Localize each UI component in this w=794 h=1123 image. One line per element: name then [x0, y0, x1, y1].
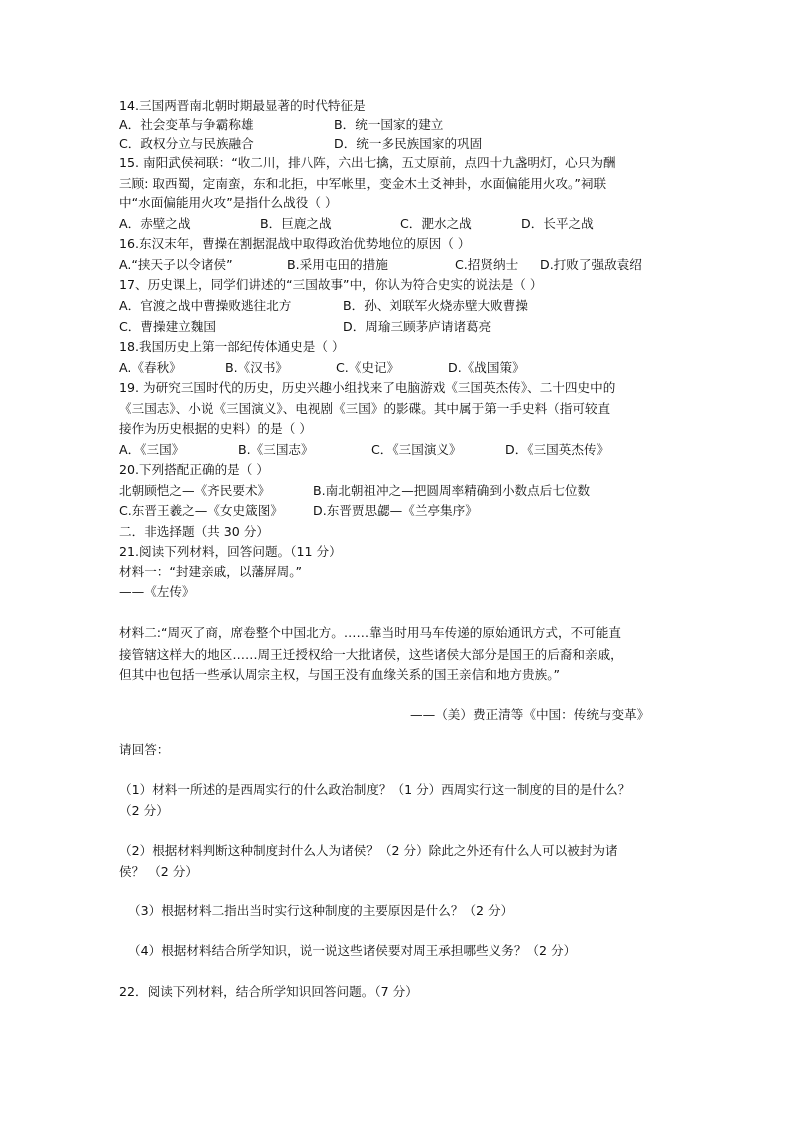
q17-option-b: B．孙、刘联军火烧赤壁大败曹操: [343, 298, 528, 313]
q16-option-a: A.“挟天子以令诸侯”: [119, 257, 233, 272]
q20-option-b: B.南北朝祖冲之—把圆周率精确到小数点后七位数: [313, 483, 591, 498]
q14-option-b: B．统一国家的建立: [334, 117, 444, 132]
q15-line-3: 中“水面偏能用火攻”是指什么战役（ ）: [119, 195, 338, 210]
q21-material-2-line-1: 材料二:“周灭了商，席卷整个中国北方。……靠当时用马车传递的原始通讯方式，不可能直: [119, 625, 621, 640]
q21-sub1-line-1: （1）材料一所述的是西周实行的什么政治制度？（1 分）西周实行这一制度的目的是什么？: [119, 782, 631, 797]
q21-please-answer: 请回答：: [119, 742, 170, 757]
q20-option-d: D.东晋贾思勰—《兰亭集序》: [313, 503, 478, 518]
q16-option-d: D.打败了强敌袁绍: [540, 257, 642, 272]
q14-option-d: D．统一多民族国家的巩固: [334, 136, 483, 151]
q15-option-b: B．巨鹿之战: [260, 216, 332, 231]
q21-sub3: （3）根据材料二指出当时实行这种制度的主要原因是什么？（2 分）: [128, 903, 514, 918]
q16-stem: 16.东汉末年，曹操在割据混战中取得政治优势地位的原因（ ）: [119, 236, 471, 251]
q19-option-c: C．《三国演义》: [371, 442, 462, 457]
q15-option-d: D．长平之战: [521, 216, 594, 231]
q21-material-2-source: ——（美）费正清等《中国：传统与变革》: [410, 707, 650, 722]
q21-material-2-line-2: 接管辖这样大的地区……周王迁授权给一大批诸侯，这些诸侯大部分是国王的后裔和亲戚，: [119, 647, 623, 662]
q19-line-3: 接作为历史根据的史料）的是（ ）: [119, 421, 312, 436]
q16-option-b: B.采用屯田的措施: [287, 257, 388, 272]
q18-option-d: D.《战国策》: [448, 360, 525, 375]
q20-stem: 20.下列搭配正确的是（ ）: [119, 462, 269, 477]
section-heading: 二．非选择题（共 30 分）: [119, 524, 269, 539]
q15-line-1: 15. 南阳武侯祠联：“收二川，排八阵，六出七擒，五丈原前，点四十九盏明灯，心只为酬: [119, 155, 616, 170]
q19-option-d: D．《三国英杰传》: [505, 442, 610, 457]
q19-option-b: B.《三国志》: [238, 442, 314, 457]
q20-option-c: C.东晋王羲之—《女史箴图》: [119, 503, 283, 518]
q19-option-a: A．《三国》: [119, 442, 185, 457]
q22-stem: 22．阅读下列材料，结合所学知识回答问题。（7 分）: [119, 984, 418, 999]
q16-option-c: C.招贤纳士: [455, 257, 519, 272]
q21-material-2-line-3: 但其中也包括一些承认周宗主权，与国王没有血缘关系的国王亲信和地方贵族。”: [119, 667, 561, 682]
q18-option-a: A.《春秋》: [119, 360, 182, 375]
q20-option-a: 北朝顾恺之—《齐民要术》: [119, 483, 271, 498]
q17-option-c: C．曹操建立魏国: [119, 319, 216, 334]
q18-option-b: B.《汉书》: [225, 360, 289, 375]
q21-sub4: （4）根据材料结合所学知识，说一说这些诸侯要对周王承担哪些义务？（2 分）: [128, 943, 577, 958]
q17-stem: 17、历史课上，同学们讲述的“三国故事”中，你认为符合史实的说法是（ ）: [119, 277, 543, 292]
q14-option-c: C．政权分立与民族融合: [119, 136, 254, 151]
q15-option-c: C．淝水之战: [400, 216, 472, 231]
q21-sub1-line-2: （2 分）: [119, 803, 169, 818]
q18-stem: 18.我国历史上第一部纪传体通史是（ ）: [119, 339, 345, 354]
q17-option-d: D．周瑜三顾茅庐请诸葛亮: [343, 319, 492, 334]
q15-option-a: A．赤壁之战: [119, 216, 191, 231]
q19-line-2: 《三国志》、小说《三国演义》、电视剧《三国》的影碟。其中属于第一手史料（指可较直: [119, 401, 611, 416]
q18-option-c: C.《史记》: [336, 360, 400, 375]
q17-option-a: A．官渡之战中曹操败逃往北方: [119, 298, 292, 313]
q19-line-1: 19. 为研究三国时代的历史，历史兴趣小组找来了电脑游戏《三国英杰传》、二十四史中的: [119, 380, 616, 395]
q15-line-2: 三顾: 取西蜀，定南蛮，东和北拒，中军帐里，变金木土爻神卦，水面偏能用火攻。”祠联: [119, 176, 607, 191]
q21-material-1: 材料一：“封建亲戚，以藩屏周。”: [119, 564, 303, 579]
q21-sub2-line-1: （2）根据材料判断这种制度封什么人为诸侯？（2 分）除此之外还有什么人可以被封为诸: [119, 843, 618, 858]
q21-sub2-line-2: 侯？ （2 分）: [119, 864, 198, 879]
q21-stem: 21.阅读下列材料，回答问题。（11 分）: [119, 544, 342, 559]
q14-option-a: A．社会变革与争霸称雄: [119, 117, 254, 132]
q21-material-1-source: ——《左传》: [119, 584, 195, 599]
q14-stem: 14.三国两晋南北朝时期最显著的时代特征是: [119, 98, 366, 113]
